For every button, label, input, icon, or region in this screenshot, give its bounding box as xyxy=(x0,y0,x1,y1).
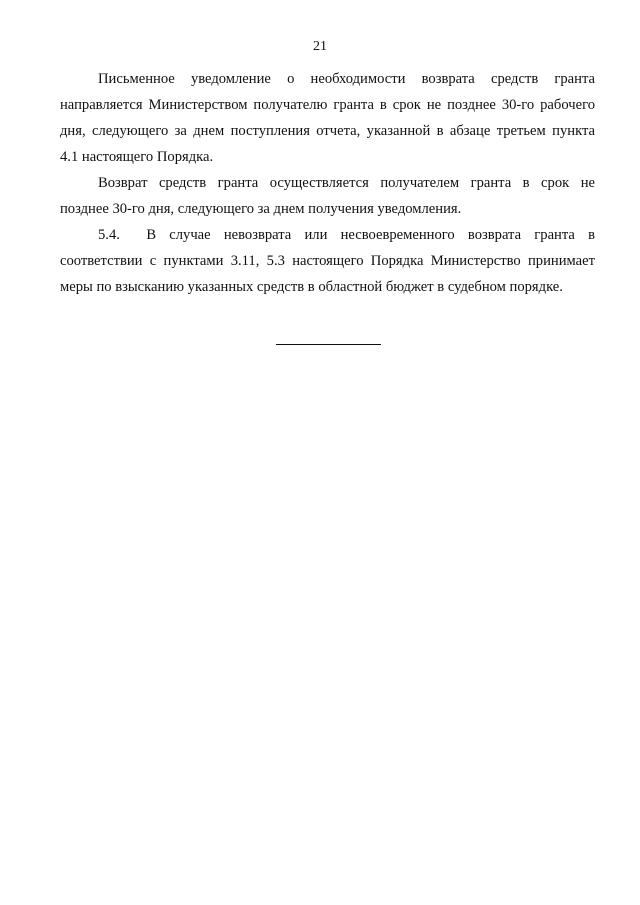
page-number: 21 xyxy=(313,39,327,54)
text-line: 4.1 настоящего Порядка. xyxy=(60,149,214,165)
text-line: меры по взысканию указанных средств в областной бюджет в судебном порядке. xyxy=(60,279,563,295)
text-line: 5.4. В случае невозврата или несвоевременного возврата гранта в xyxy=(98,227,595,243)
body-text xyxy=(60,66,595,300)
text-line: направляется Министерством получателю гранта в срок не позднее 30-го рабочего xyxy=(60,97,595,113)
paragraph-written-notice xyxy=(60,66,595,170)
text-line: Возврат средств гранта осуществляется получателем гранта в срок не xyxy=(98,175,595,191)
paragraph-clause-5-4 xyxy=(60,222,595,300)
text-line: позднее 30-го дня, следующего за днем получения уведомления. xyxy=(60,201,462,217)
end-separator-line xyxy=(276,344,381,345)
text-line: Письменное уведомление о необходимости возврата средств гранта xyxy=(98,71,595,87)
text-line: соответствии с пунктами 3.11, 5.3 настоящего Порядка Министерство принимает xyxy=(60,253,595,269)
paragraph-grant-return xyxy=(60,170,595,222)
text-line: дня, следующего за днем поступления отчета, указанной в абзаце третьем пункта xyxy=(60,123,595,139)
